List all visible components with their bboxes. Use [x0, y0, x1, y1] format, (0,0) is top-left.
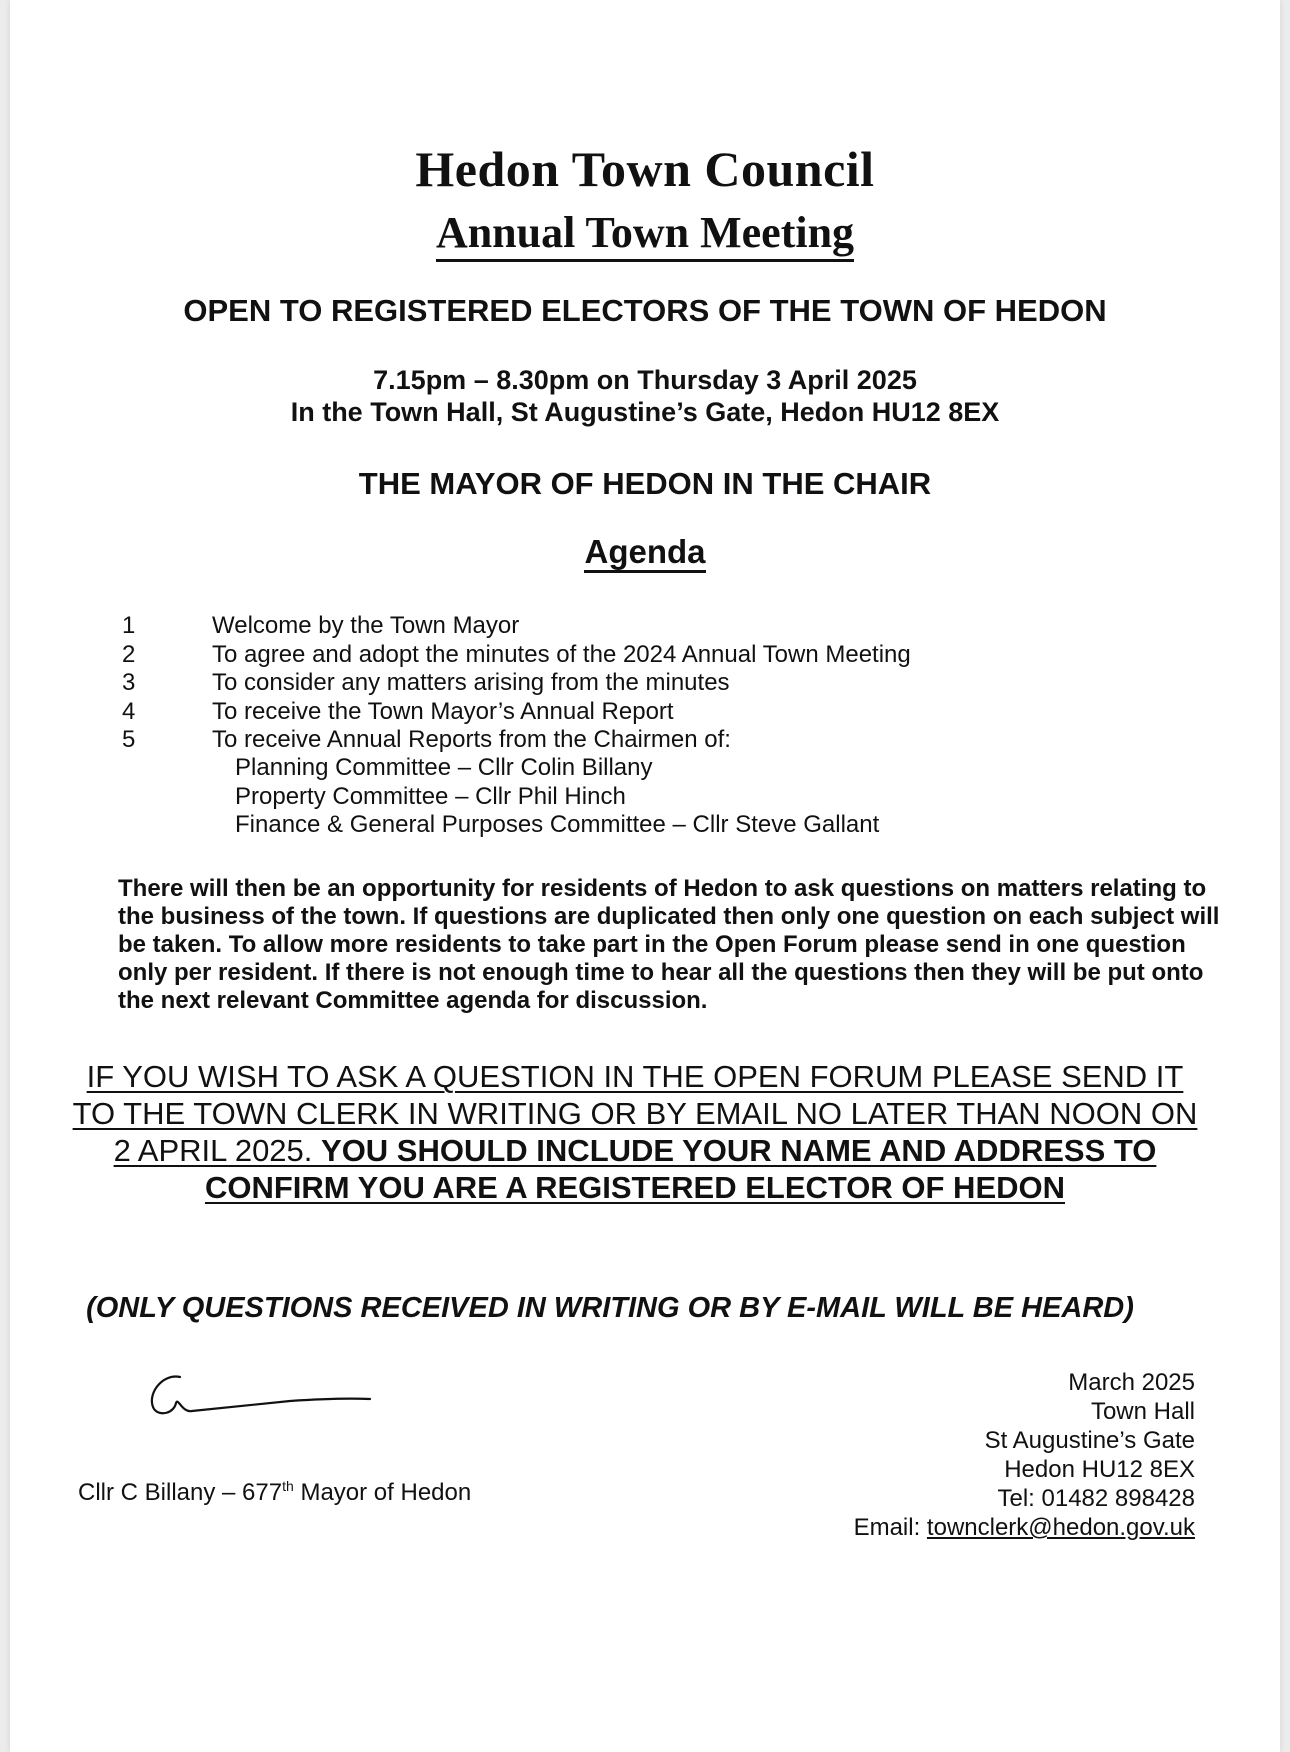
agenda-item-number: 1 [122, 612, 136, 639]
meeting-time: 7.15pm – 8.30pm on Thursday 3 April 2025 [373, 365, 917, 395]
agenda-item-text: To receive Annual Reports from the Chairmen of: [212, 726, 731, 753]
agenda-item-text: To receive the Town Mayor’s Annual Report [212, 697, 674, 725]
agenda-sub-item: Property Committee – Cllr Phil Hinch [235, 782, 626, 810]
mayor-signoff-prefix: Cllr C Billany – 677 [78, 1479, 283, 1506]
agenda-item-number: 2 [122, 640, 136, 668]
document-page [10, 0, 1280, 1752]
agenda-item [110, 698, 1220, 727]
chair-notice: THE MAYOR OF HEDON IN THE CHAIR [358, 466, 932, 501]
issue-date: March 2025 [1068, 1369, 1195, 1396]
page-subtitle [10, 207, 1280, 258]
meeting-venue: In the Town Hall, St Augustine’s Gate, Hedon HU12 8EX [290, 397, 1000, 427]
address-line: Town Hall [1090, 1398, 1195, 1425]
agenda-heading [10, 533, 1280, 571]
open-notice: OPEN TO REGISTERED ELECTORS OF THE TOWN OF HEDON [183, 293, 1107, 328]
address-line: St Augustine’s Gate [984, 1427, 1195, 1454]
contact-address [854, 1368, 1195, 1542]
telephone: Tel: 01482 898428 [997, 1485, 1195, 1512]
agenda-sub-item: Finance & General Purposes Committee – Cllr Steve Gallant [235, 811, 880, 838]
email-link[interactable]: townclerk@hedon.gov.uk [926, 1514, 1195, 1541]
page-title: Hedon Town Council [415, 141, 875, 197]
subtitle-text: Annual Town Meeting [436, 208, 854, 262]
agenda-item [110, 612, 1220, 641]
agenda-item [110, 641, 1220, 670]
signature-image [140, 1355, 380, 1435]
agenda-item-text: Welcome by the Town Mayor [212, 612, 520, 639]
agenda-sub-item: Planning Committee – Cllr Colin Billany [235, 754, 653, 781]
heard-notice: (ONLY QUESTIONS RECEIVED IN WRITING OR BY E-MAIL WILL BE HEARD) [86, 1292, 1134, 1324]
agenda-item [110, 669, 1220, 698]
mayor-signoff-sup: th [282, 1478, 294, 1494]
agenda-item-text: To consider any matters arising from the minutes [212, 669, 730, 696]
agenda-item-number: 4 [122, 697, 136, 725]
notice-part1: IF YOU WISH TO ASK A QUESTION IN THE OPEN FORUM PLEASE SEND IT TO THE TOWN CLERK IN WRITING OR BY EMAIL NO LATER THAN NOON ON 2 APRIL 2025. [72, 1059, 1198, 1168]
address-line: Hedon HU12 8EX [1004, 1456, 1195, 1483]
email-label: Email: [853, 1514, 927, 1541]
mayor-signoff-suffix: Mayor of Hedon [293, 1479, 472, 1506]
agenda-sub-list [10, 754, 1280, 840]
agenda-item-number: 5 [122, 726, 136, 753]
email-row [854, 1513, 1195, 1542]
agenda-item [110, 726, 1220, 755]
agenda-item-text: To agree and adopt the minutes of the 2024 Annual Town Meeting [212, 640, 911, 668]
forum-paragraph: There will then be an opportunity for residents of Hedon to ask questions on matters relating to the business of the town. If questions are duplicated then only one question on each subject will be taken. To allow more residents to take part in the Open Forum please send in one question only per resident. If there is not enough time to hear all the questions then they will be put onto the next relevant Committee agenda for discussion. [118, 875, 1220, 1014]
mayor-signoff [78, 1478, 471, 1507]
agenda-heading-text: Agenda [584, 533, 705, 573]
agenda-list [110, 612, 1220, 755]
question-notice [70, 1058, 1200, 1206]
agenda-item-number: 3 [122, 669, 136, 696]
notice-part2: YOU SHOULD INCLUDE YOUR NAME AND ADDRESS TO CONFIRM YOU ARE A REGISTERED ELECTOR OF HEDON [204, 1133, 1157, 1205]
